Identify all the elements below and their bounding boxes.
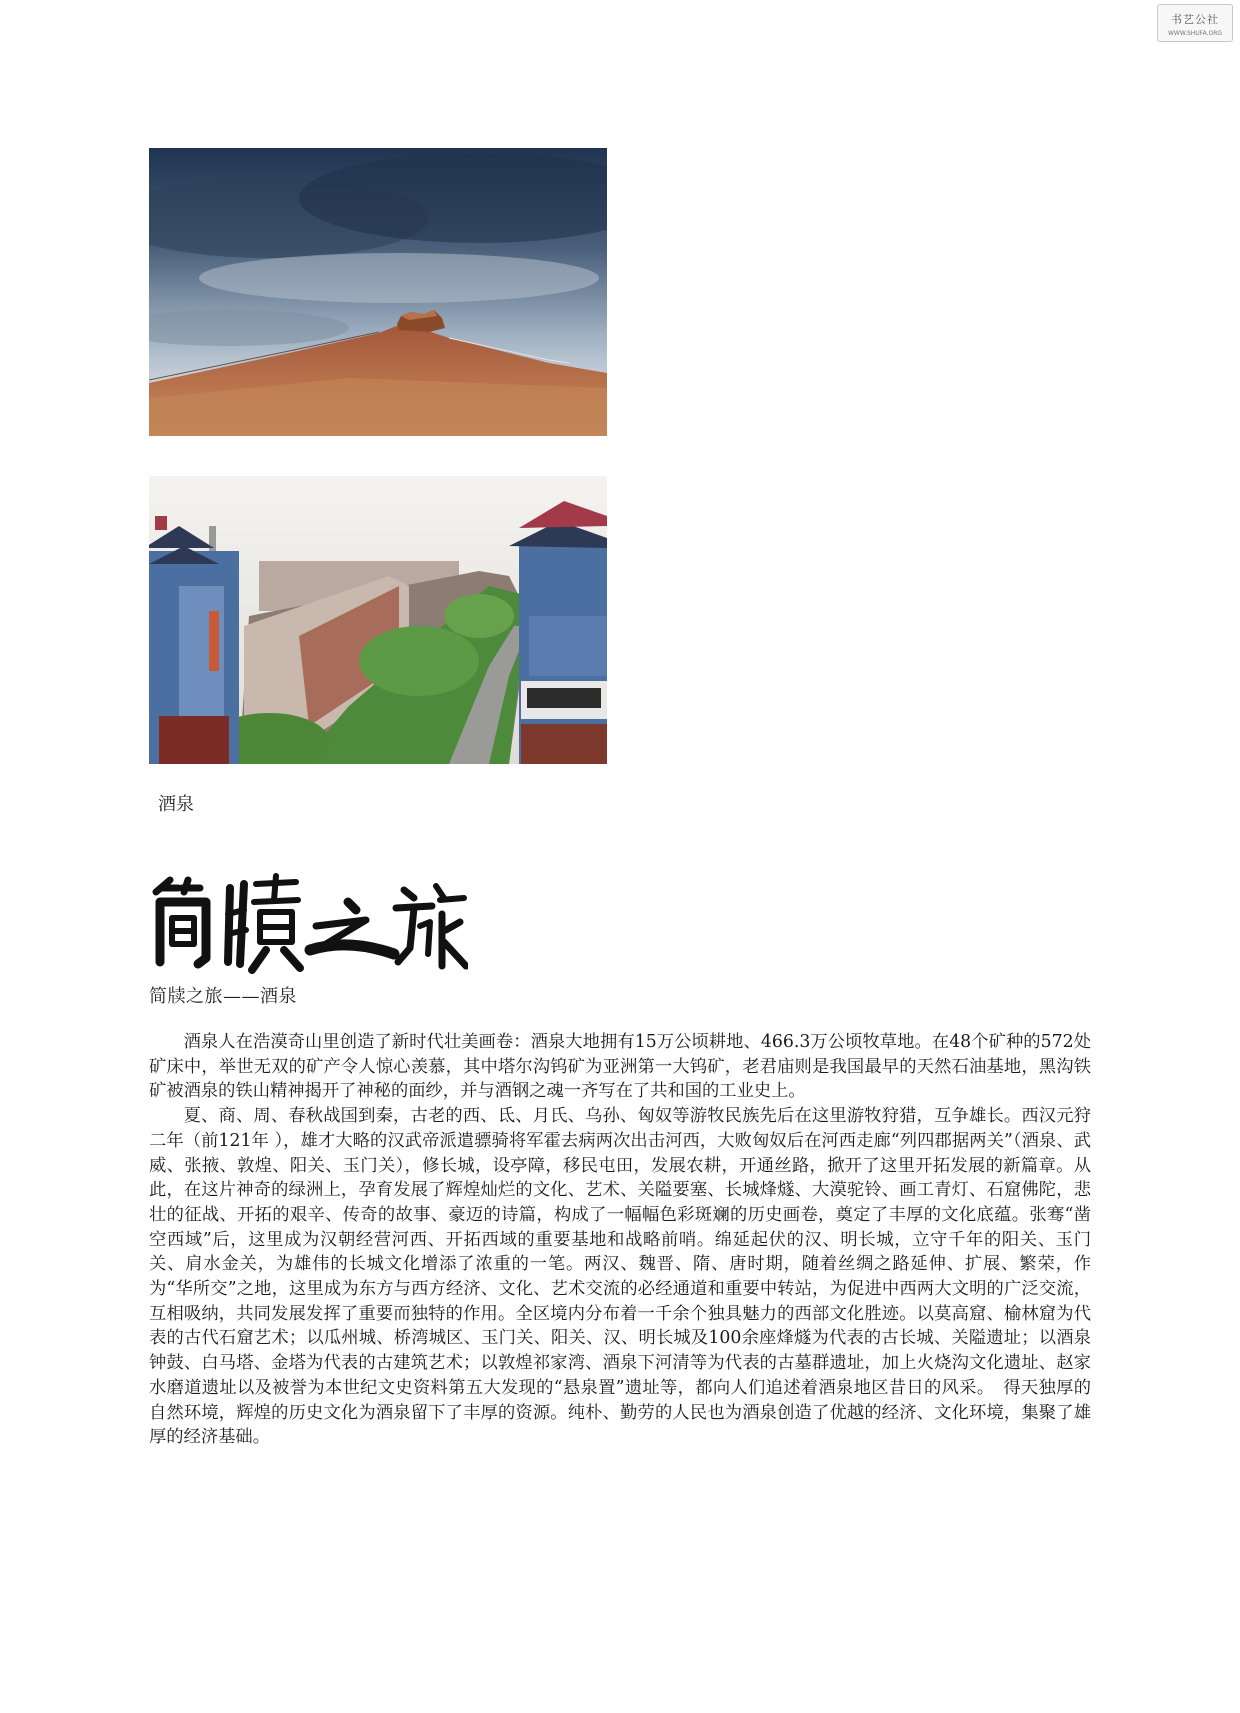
- desert-beacon-image: [149, 148, 607, 436]
- watermark-logo: [1157, 4, 1233, 42]
- paragraph: 酒泉人在浩漠奇山里创造了新时代壮美画卷：酒泉大地拥有15万公顷耕地、466.3万公顷牧草地。在48个矿种的572处矿床中，举世无双的矿产令人惊心羡慕，其中塔尔沟钨矿为亚洲第一大钨矿，老君庙则是我国最早的天然石油基地，黑沟铁矿被酒泉的铁山精神揭开了神秘的面纱，并与酒钢之魂一齐写在了共和国的工业史上。: [149, 1032, 1091, 1102]
- calligraphy-title: [148, 870, 468, 976]
- city-street-image: [149, 476, 607, 764]
- watermark-url: WWW.SHUFA.ORG: [1167, 30, 1223, 37]
- calligraphy-title-image: [148, 870, 468, 976]
- watermark-text: 书艺公社: [1171, 13, 1219, 26]
- body-text: [149, 1030, 1091, 1450]
- desert-beacon-photo: [149, 148, 607, 436]
- paragraph: 夏、商、周、春秋战国到秦，古老的西、氐、月氏、乌孙、匈奴等游牧民族先后在这里游牧狩猎，互争雄长。西汉元狩二年（前121年 ），雄才大略的汉武帝派遣骠骑将军霍去病两次出击河西，大败匈奴后在河西走廊“列四郡据两关”（酒泉、武威、张掖、敦煌、阳关、玉门关），修长城，设亭障，移民屯田，发展农耕，开通丝路，掀开了这里开拓发展的新篇章。从此，在这片神奇的绿洲上，孕育发展了辉煌灿烂的文化、艺术、关隘要塞、长城烽燧、大漠驼铃、画工青灯、石窟佛陀，悲壮的征战、开拓的艰辛、传奇的故事、豪迈的诗篇，构成了一幅幅色彩斑斓的历史画卷，奠定了丰厚的文化底蕴。张骞“凿空西域”后，这里成为汉朝经营河西、开拓西域的重要基地和战略前哨。绵延起伏的汉、明长城，立守千年的阳关、玉门关、肩水金关，为雄伟的长城文化增添了浓重的一笔。两汉、魏晋、隋、唐时期，随着丝绸之路延伸、扩展、繁荣，作为“华所交”之地，这里成为东方与西方经济、文化、艺术交流的必经通道和重要中转站，为促进中西两大文明的广泛交流，互相吸纳，共同发展发挥了重要而独特的作用。全区境内分布着一千余个独具魅力的西部文化胜迹。以莫高窟、榆林窟为代表的古代石窟艺术；以瓜州城、桥湾城区、玉门关、阳关、汉、明长城及100余座烽燧为代表的古长城、关隘遗址；以酒泉钟鼓、白马塔、金塔为代表的古建筑艺术；以敦煌祁家湾、酒泉下河清等为代表的古墓群遗址，加上火烧沟文化遗址、赵家水磨道遗址以及被誉为本世纪文史资料第五大发现的“悬泉置”遗址等，都向人们追述着酒泉地区昔日的风采。 得天独厚的自然环境，辉煌的历史文化为酒泉留下了丰厚的资源。纯朴、勤劳的人民也为酒泉创造了优越的经济、文化环境，集聚了雄厚的经济基础。: [149, 1106, 1091, 1448]
- photo-caption: 酒泉: [158, 794, 194, 815]
- city-street-photo: [149, 476, 607, 764]
- subtitle: 简牍之旅——酒泉: [149, 986, 297, 1007]
